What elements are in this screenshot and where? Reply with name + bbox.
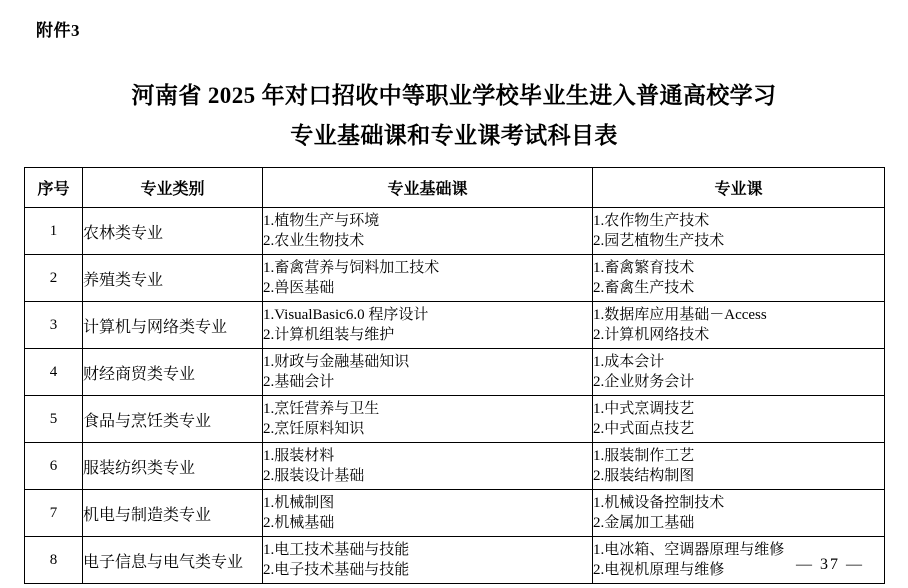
table-header-row [25,168,885,208]
row-category: 计算机与网络类专业 [83,302,263,349]
row-number: 5 [25,396,83,443]
row-major-courses [593,490,885,537]
course-line: 2.电子技术基础与技能 [263,562,410,578]
row-base-courses [263,396,593,443]
course-line: 1.中式烹调技艺 [593,401,695,417]
course-line: 2.兽医基础 [263,280,335,296]
course-line: 2.企业财务会计 [593,374,695,390]
row-number: 6 [25,443,83,490]
table-row [25,302,885,349]
table-row [25,349,885,396]
table-row [25,255,885,302]
course-line: 1.机械制图 [263,495,335,511]
table-row [25,443,885,490]
row-number: 3 [25,302,83,349]
row-category: 农林类专业 [83,208,263,255]
course-line: 1.植物生产与环境 [263,213,380,229]
row-number: 2 [25,255,83,302]
table-row [25,490,885,537]
course-line: 1.服装材料 [263,448,335,464]
header-cell-major-courses: 专业课 [593,168,885,208]
course-line: 2.农业生物技术 [263,233,365,249]
table-row [25,396,885,443]
table-row [25,208,885,255]
course-line: 1.VisualBasic6.0 程序设计 [263,307,429,323]
course-line: 1.数据库应用基础－Access [593,307,767,323]
attachment-label: 附件3 [36,21,80,40]
course-line: 1.财政与金融基础知识 [263,354,410,370]
course-line: 2.基础会计 [263,374,335,390]
row-number: 7 [25,490,83,537]
row-base-courses [263,443,593,490]
course-line: 2.烹饪原料知识 [263,421,365,437]
table-body [25,208,885,584]
row-major-courses [593,443,885,490]
row-number: 8 [25,537,83,584]
course-line: 2.园艺植物生产技术 [593,233,725,249]
course-line: 1.成本会计 [593,354,665,370]
header-cell-no: 序号 [25,168,83,208]
course-line: 2.计算机组装与维护 [263,327,395,343]
page-title-line-2: 专业基础课和专业课考试科目表 [290,123,618,148]
course-line: 2.服装结构制图 [593,468,695,484]
row-number: 1 [25,208,83,255]
row-major-courses [593,349,885,396]
row-base-courses [263,255,593,302]
table-row [25,537,885,584]
course-line: 1.电工技术基础与技能 [263,542,410,558]
course-line: 2.计算机网络技术 [593,327,710,343]
page-title-line-1: 河南省 2025 年对口招收中等职业学校毕业生进入普通高校学习 [131,83,777,108]
course-line: 1.农作物生产技术 [593,213,710,229]
course-line: 2.畜禽生产技术 [593,280,695,296]
header-cell-category: 专业类别 [83,168,263,208]
page-number: — 37 — [796,556,864,573]
row-category: 养殖类专业 [83,255,263,302]
row-category: 服装纺织类专业 [83,443,263,490]
course-line: 1.畜禽繁育技术 [593,260,695,276]
row-category: 食品与烹饪类专业 [83,396,263,443]
course-line: 1.机械设备控制技术 [593,495,725,511]
row-number: 4 [25,349,83,396]
row-category: 机电与制造类专业 [83,490,263,537]
row-base-courses [263,349,593,396]
course-line: 2.电视机原理与维修 [593,562,725,578]
row-major-courses [593,208,885,255]
row-base-courses [263,537,593,584]
course-line: 2.中式面点技艺 [593,421,695,437]
exam-subject-table [24,167,885,584]
page-title [0,76,908,156]
row-major-courses [593,302,885,349]
course-line: 2.服装设计基础 [263,468,365,484]
row-major-courses [593,255,885,302]
row-base-courses [263,302,593,349]
row-base-courses [263,208,593,255]
course-line: 2.机械基础 [263,515,335,531]
row-major-courses [593,396,885,443]
row-category: 财经商贸类专业 [83,349,263,396]
header-cell-base-courses: 专业基础课 [263,168,593,208]
course-line: 2.金属加工基础 [593,515,695,531]
course-line: 1.电冰箱、空调器原理与维修 [593,542,785,558]
row-category: 电子信息与电气类专业 [83,537,263,584]
course-line: 1.服装制作工艺 [593,448,695,464]
row-base-courses [263,490,593,537]
course-line: 1.畜禽营养与饲料加工技术 [263,260,440,276]
course-line: 1.烹饪营养与卫生 [263,401,380,417]
